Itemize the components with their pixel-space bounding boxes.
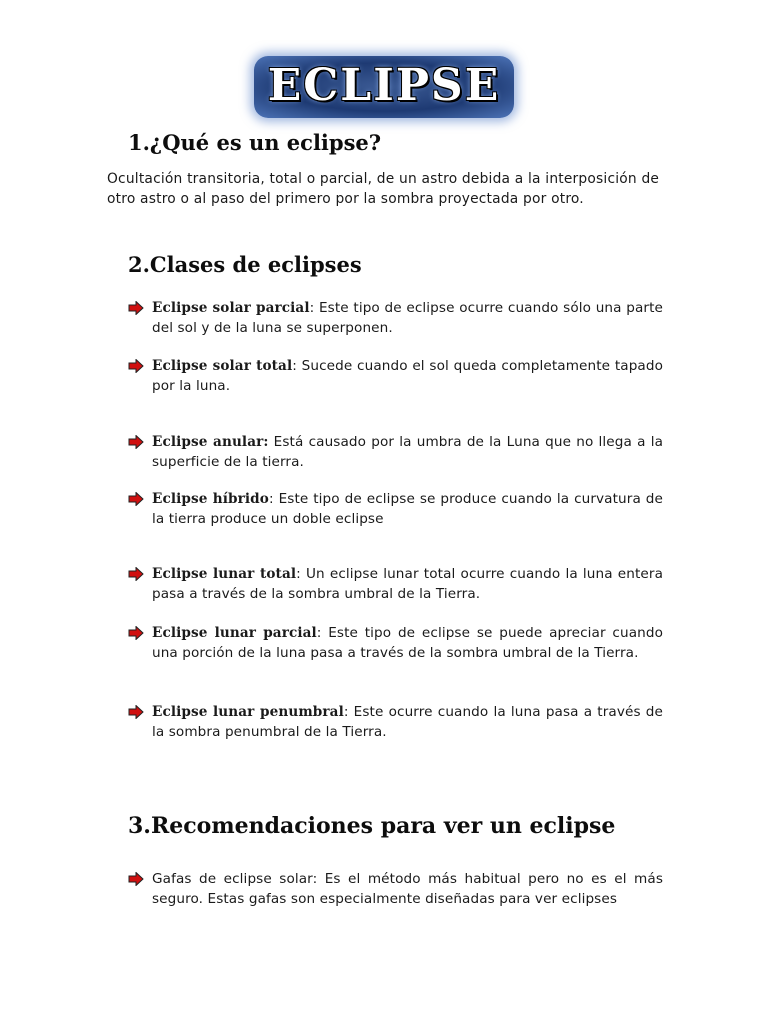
item-text: : Este tipo de eclipse ocurre cuando sólo una parte del sol y de la luna se superponen.: [152, 300, 663, 336]
item-term: Eclipse anular:: [152, 434, 269, 450]
section-1-heading: 1.¿Qué es un eclipse?: [128, 130, 382, 155]
item-term: Eclipse solar total: [152, 358, 293, 374]
title-box: [254, 56, 514, 118]
section-1-paragraph: Ocultación transitoria, total o parcial, de un astro debida a la interposición de otro astro o al paso del primero por la sombra proyectada por otro.: [107, 171, 660, 207]
list-item: [128, 869, 663, 909]
list-item: [128, 356, 663, 396]
section-3-heading: 3.Recomendaciones para ver un eclipse: [128, 813, 616, 839]
arrow-bullet-icon: [128, 872, 144, 886]
list-item: [128, 702, 663, 742]
item-term: Eclipse híbrido: [152, 491, 269, 507]
title-banner: [0, 52, 768, 122]
arrow-bullet-icon: [128, 492, 144, 506]
list-item: [128, 623, 663, 663]
arrow-bullet-icon: [128, 705, 144, 719]
item-term: Eclipse lunar parcial: [152, 625, 317, 641]
list-item: [128, 489, 663, 529]
arrow-bullet-icon: [128, 435, 144, 449]
item-term: Eclipse lunar penumbral: [152, 704, 344, 720]
section-2-heading: 2.Clases de eclipses: [128, 252, 362, 277]
arrow-bullet-icon: [128, 301, 144, 315]
item-text: : Sucede cuando el sol queda completamente tapado por la luna.: [152, 358, 663, 394]
item-text: Está causado por la umbra de la Luna que no llega a la superficie de la tierra.: [152, 434, 663, 470]
list-item: [128, 564, 663, 604]
item-text: : Este tipo de eclipse se puede apreciar cuando una porción de la luna pasa a través de la sombra umbral de la Tierra.: [152, 625, 663, 661]
arrow-bullet-icon: [128, 626, 144, 640]
page-title: ECLIPSE: [267, 60, 501, 111]
item-text: : Un eclipse lunar total ocurre cuando la luna entera pasa a través de la sombra umbral de la Tierra.: [152, 566, 663, 602]
item-term: Eclipse solar parcial: [152, 300, 310, 316]
item-text: Gafas de eclipse solar: Es el método más habitual pero no es el más seguro. Estas gafas son especialmente diseñadas para ver eclipses: [152, 871, 663, 907]
list-item: [128, 298, 663, 338]
arrow-bullet-icon: [128, 567, 144, 581]
arrow-bullet-icon: [128, 359, 144, 373]
list-item: [128, 432, 663, 472]
item-text: : Este tipo de eclipse se produce cuando la curvatura de la tierra produce un doble eclipse: [152, 491, 663, 527]
item-text: : Este ocurre cuando la luna pasa a través de la sombra penumbral de la Tierra.: [152, 704, 663, 740]
item-term: Eclipse lunar total: [152, 566, 297, 582]
